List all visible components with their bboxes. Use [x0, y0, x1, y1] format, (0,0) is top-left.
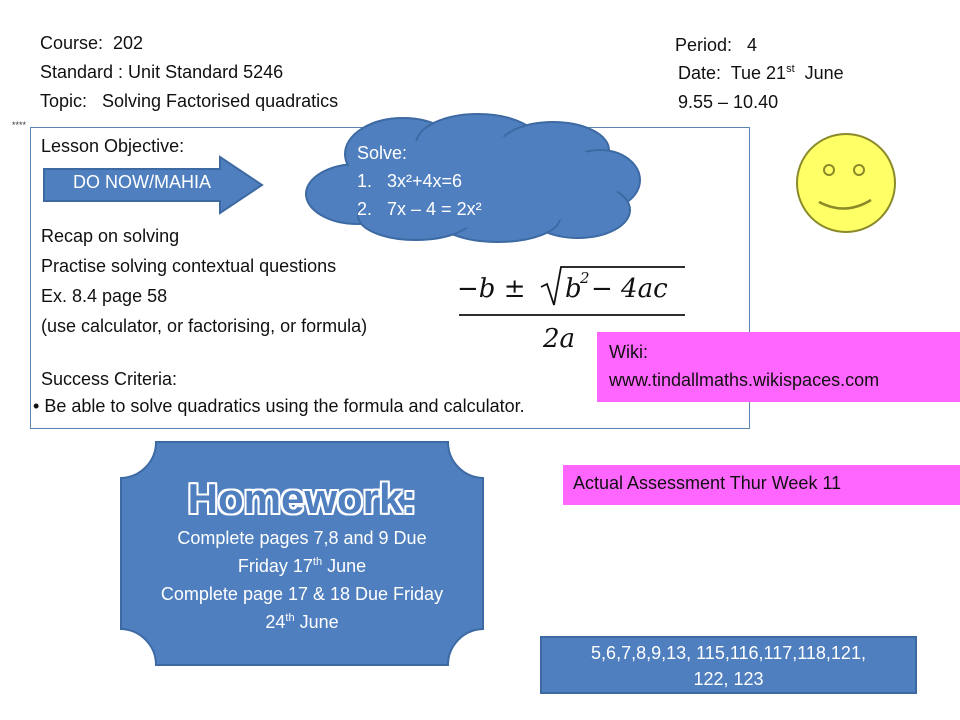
formula-radicand-rest: − 4ac: [591, 274, 668, 304]
cloud-content: [357, 139, 482, 223]
cloud-title: Solve:: [357, 143, 408, 163]
formula-exponent: 2: [580, 269, 590, 287]
exercise-line: 122, 123: [693, 669, 764, 689]
lesson-item: Ex. 8.4 page 58: [41, 286, 168, 306]
homework-line: 24th June: [265, 612, 339, 632]
period-label: Period: 4: [675, 35, 758, 55]
lesson-objective-heading: Lesson Objective:: [41, 136, 185, 156]
homework-line: Complete pages 7,8 and 9 Due: [177, 528, 427, 548]
homework-line: Complete page 17 & 18 Due Friday: [160, 584, 444, 604]
cloud-item: 2. 7x – 4 = 2x²: [357, 199, 482, 219]
do-now-label: DO NOW/MAHIA: [73, 172, 211, 192]
date-label: Date: Tue 21st June: [678, 63, 844, 83]
formula-radicand-b: b: [565, 274, 582, 304]
homework-title: Homework:: [187, 475, 417, 522]
topic-label: Topic: Solving Factorised quadratics: [40, 91, 339, 111]
cloud-item: 1. 3x²+4x=6: [357, 171, 463, 191]
smiley-icon: [795, 132, 897, 234]
lesson-item: Recap on solving: [41, 226, 180, 246]
wiki-label: Wiki:: [609, 342, 648, 362]
wiki-url[interactable]: www.tindallmaths.wikispaces.com: [609, 370, 880, 390]
homework-line: Friday 17th June: [237, 556, 367, 576]
stars-mark: ****: [12, 120, 27, 130]
success-bullet: • Be able to solve quadratics using the formula and calculator.: [33, 396, 525, 416]
assessment-banner: Actual Assessment Thur Week 11: [563, 465, 960, 505]
wiki-box: [597, 332, 960, 402]
lesson-item: (use calculator, or factorising, or formula): [41, 316, 368, 336]
course-label: Course: 202: [40, 33, 144, 53]
formula-denominator: 2a: [543, 324, 576, 354]
standard-label: Standard : Unit Standard 5246: [40, 62, 284, 82]
homework-details: [120, 524, 484, 636]
exercise-line: 5,6,7,8,9,13, 115,116,117,118,121,: [591, 643, 866, 663]
time-label: 9.55 – 10.40: [678, 92, 779, 112]
success-heading: Success Criteria:: [41, 369, 178, 389]
formula-numerator-left: −b ±: [457, 274, 526, 304]
lesson-item: Practise solving contextual questions: [41, 256, 337, 276]
exercise-list-box: [540, 636, 917, 694]
